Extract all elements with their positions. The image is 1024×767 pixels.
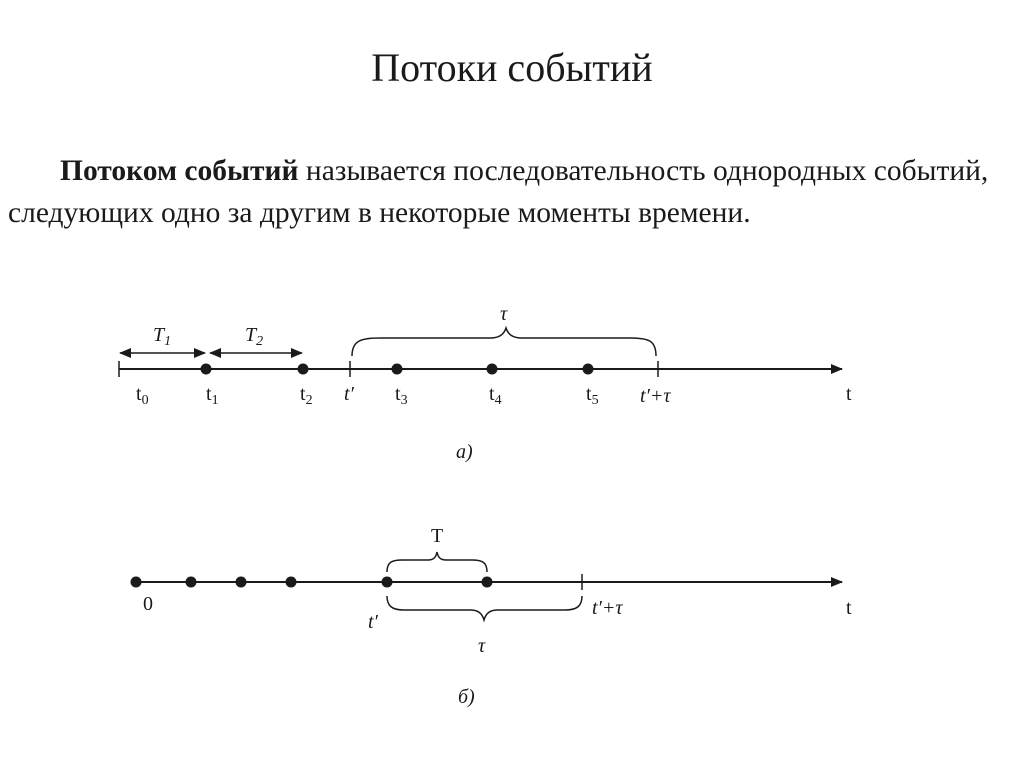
definition-text: называется последовательность однородных событий, следующих одно за другим в некоторые моменты времени. [8,155,989,229]
diagram-a [119,303,852,463]
label-t4: $t_4$ [489,383,502,408]
label-tau-b: τ [478,635,486,657]
label-t-prime-plus-tau-a: t′+τ [640,385,671,407]
tau-brace-a [352,328,656,356]
event-point-b1 [186,577,197,588]
event-point-b5 [482,577,493,588]
label-tau-a: τ [500,303,508,325]
label-period-b: T [431,525,444,547]
label-t0: $t_0$ [136,383,149,408]
label-t1: $t_1$ [206,383,219,408]
diagram-b [131,525,853,708]
label-t3: $t_3$ [395,383,408,408]
tau-brace-b [387,596,582,620]
event-point-t5 [583,364,594,375]
label-t-prime-a: t′ [344,383,354,405]
axis-label-t-a: t [846,383,852,405]
label-t5: $t_5$ [586,383,599,408]
event-point-t3 [392,364,403,375]
definition-term: Потоком событий [60,155,299,187]
label-origin-b: 0 [143,593,153,615]
caption-a: а) [456,441,473,463]
event-point-b3 [286,577,297,588]
event-point-b2 [236,577,247,588]
event-point-t1 [201,364,212,375]
axis-label-t-b: t [846,597,852,619]
label-t2: $t_2$ [300,383,313,408]
label-t-prime-plus-tau-b: t′+τ [592,597,623,619]
label-t-prime-b: t′ [368,611,378,633]
caption-b: б) [458,686,475,708]
event-point-t4 [487,364,498,375]
period-brace-b [387,552,487,572]
event-point-t2 [298,364,309,375]
event-point-t-prime-b [382,577,393,588]
label-T1: $T_1$ [153,324,172,349]
event-point-origin [131,577,142,588]
slide-title: Потоки событий [371,45,653,90]
label-T2: $T_2$ [245,324,264,349]
